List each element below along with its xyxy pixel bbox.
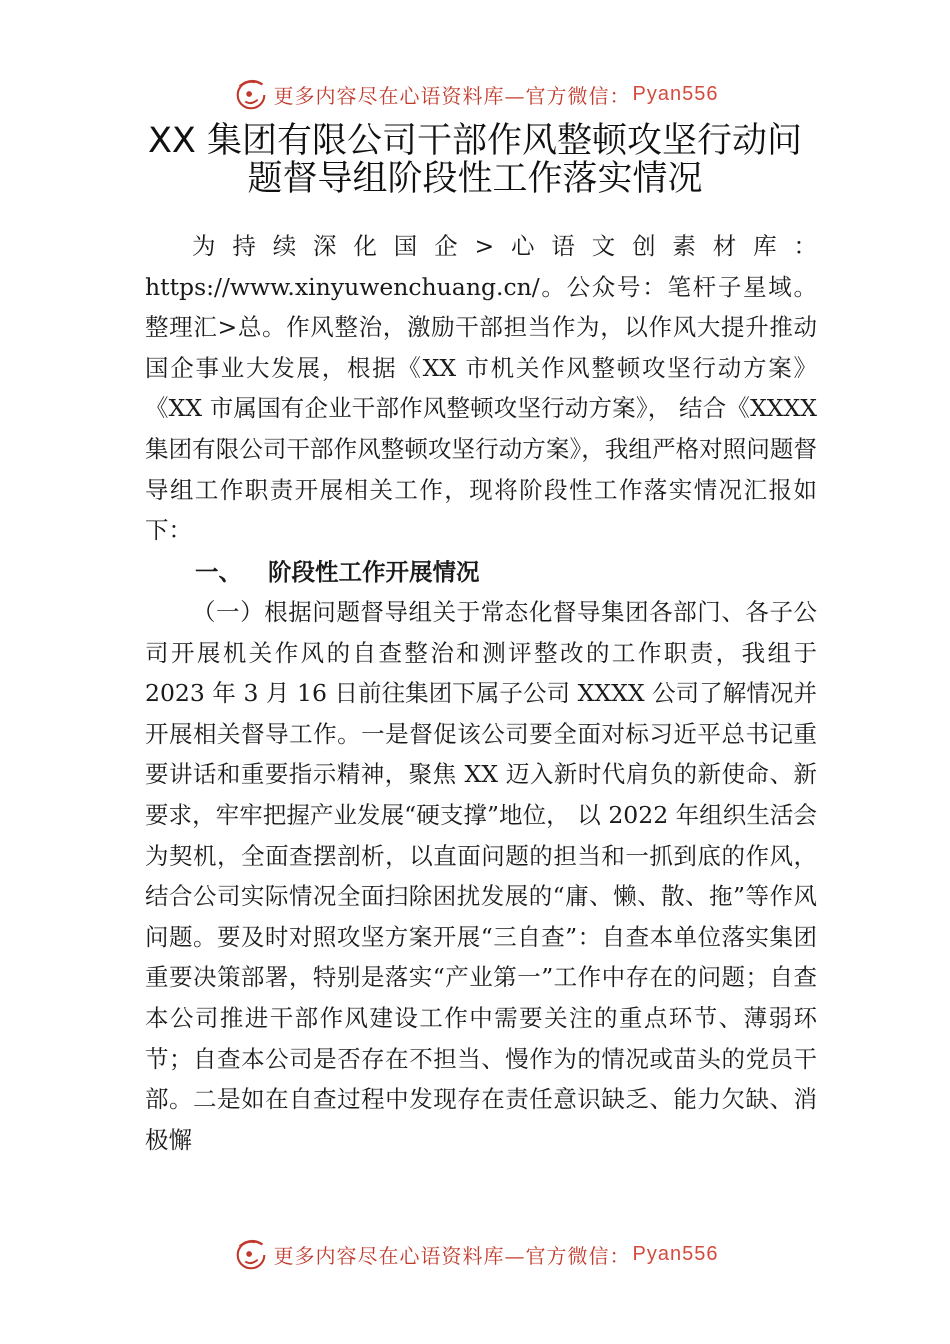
section-body — [145, 592, 817, 1160]
header-watermark — [0, 72, 950, 116]
watermark-wechat-id: Pyan556 — [632, 1242, 719, 1265]
watermark-wechat-id: Pyan556 — [632, 82, 719, 105]
brand-logo-icon — [232, 75, 270, 113]
section-number: 一、 — [195, 558, 242, 586]
section-paragraph: （一）根据问题督导组关于常态化督导集团各部门、各子公司开展机关作风的自查整治和测评整改的工作职责，我组于 2023 年 3 月 16 日前往集团下属子公司 XXXX 公司了解情况并开展相关督导工作。一是督促该公司要全面对标习近平总书记重要讲话和重要指示精神，聚焦 XX 迈入新时代肩负的新使命、新要求，牢牢把握产业发展“硬支撑”地位， 以 2022 年组织生活会为契机，全面查摆剖析，以直面问题的担当和一抓到底的作风，结合公司实际情况全面扫除困扰发展的“庸、懒、散、拖”等作风问题。要及时对照攻坚方案开展“三自查”：自查本单位落实集团重要决策部署，特别是落实“产业第一”工作中存在的问题；自查本公司推进干部作风建设工作中需要关注的重点环节、薄弱环节；自查本公司是否存在不担当、慢作为的情况或苗头的党员干部。二是如在自查过程中发现存在责任意识缺乏、能力欠缺、消极懈 — [145, 598, 817, 1154]
intro-paragraph: 为持续深化国企>心语文创素材库：https://www.xinyuwenchuang.cn/。公众号：笔杆子星域。整理汇>总。作风整治，激励干部担当作为，以作风大提升推动国企事业大发展，根据《XX 市机关作风整顿攻坚行动方案》《XX 市属国有企业干部作风整顿攻坚行动方案》， 结合《XXXX 集团有限公司干部作风整顿攻坚行动方案》，我组严格对照问题督导组工作职责开展相关工作，现将阶段性工作落实情况汇报如下： — [145, 232, 817, 545]
intro-section — [145, 226, 817, 551]
document-title — [120, 122, 830, 198]
section-heading — [195, 553, 480, 587]
watermark-text: 更多内容尽在心语资料库—官方微信： — [273, 83, 631, 108]
title-line-1: XX 集团有限公司干部作风整顿攻坚行动问 — [147, 121, 803, 161]
section-title: 阶段性工作开展情况 — [268, 558, 480, 586]
footer-watermark — [0, 1232, 950, 1276]
watermark-text: 更多内容尽在心语资料库—官方微信： — [273, 1243, 631, 1268]
title-line-2: 题督导组阶段性工作落实情况 — [247, 159, 703, 199]
brand-logo-icon — [232, 1235, 270, 1273]
